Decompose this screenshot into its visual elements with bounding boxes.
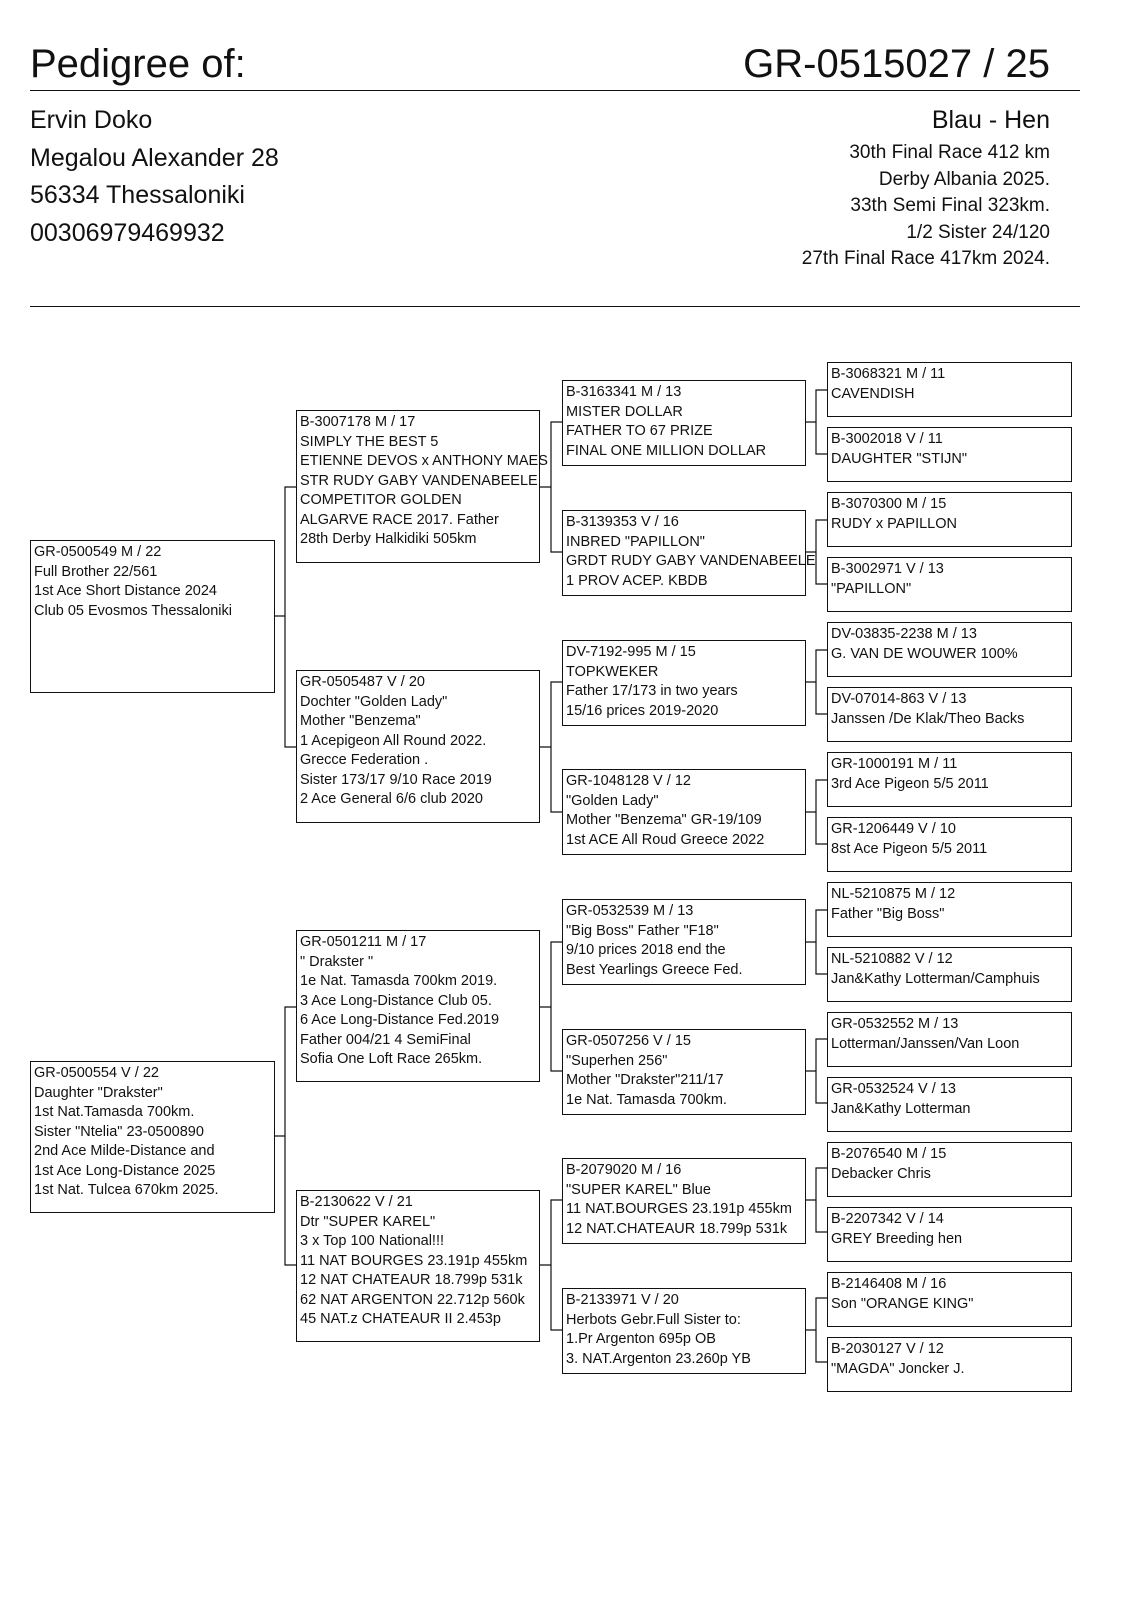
connector-mfm: [816, 1071, 827, 1103]
ancestor-ring: GR-1000191 M / 11: [831, 756, 958, 772]
ancestor-note: 3 x Top 100 National!!!: [300, 1233, 445, 1249]
owner-city: 56334 Thessaloniki: [30, 181, 245, 209]
ancestor-ring: GR-0532524 V / 13: [831, 1081, 956, 1097]
ancestor-note: 15/16 prices 2019-2020: [566, 702, 719, 719]
g4-box: [827, 752, 1072, 807]
connector-mf: [540, 942, 562, 1007]
ancestor-note: Dochter "Golden Lady": [300, 693, 448, 710]
ancestor-note: 1st ACE All Roud Greece 2022: [566, 831, 765, 848]
grandsire-maternal-box: [296, 930, 540, 1082]
connector-mff: [806, 910, 827, 942]
g4-box: [827, 1142, 1072, 1197]
ancestor-note: GREY Breeding hen: [831, 1230, 963, 1247]
ancestor-note: G. VAN DE WOUWER 100%: [831, 645, 1018, 662]
ancestor-note: ETIENNE DEVOS x ANTHONY MAES: [300, 453, 548, 469]
ancestor-note: Dtr "SUPER KAREL": [300, 1213, 436, 1230]
ancestor-ring: GR-0532539 M / 13: [566, 903, 694, 919]
result-line: Derby Albania 2025.: [878, 168, 1050, 190]
ancestor-note: Sofia One Loft Race 265km.: [300, 1051, 483, 1067]
ancestor-note: Father 17/173 in two years: [566, 683, 738, 699]
ancestor-note: Best Yearlings Greece Fed.: [566, 961, 743, 978]
ancestor-note: Sister 173/17 9/10 Race 2019: [300, 771, 492, 788]
ancestor-note: MISTER DOLLAR: [566, 403, 683, 420]
ancestor-note: 3. NAT.Argenton 23.260p YB: [566, 1350, 751, 1367]
dam-note: 1st Ace Long-Distance 2025: [34, 1162, 216, 1179]
g4-box: [827, 1207, 1072, 1262]
ancestor-note: 1e Nat. Tamasda 700km.: [566, 1091, 727, 1108]
g4-box: [827, 1012, 1072, 1067]
g3-box-mfm: [562, 1029, 806, 1115]
dam-ring: GR-0500554 V / 22: [34, 1065, 159, 1081]
g3-box-ffm: [562, 510, 816, 596]
ancestor-note: "Superhen 256": [566, 1052, 668, 1069]
ancestor-note: 9/10 prices 2018 end the: [566, 942, 726, 958]
ancestor-note: Grecce Federation .: [300, 752, 429, 768]
ancestor-note: FATHER TO 67 PRIZE: [566, 423, 713, 439]
ancestor-note: 1e Nat. Tamasda 700km 2019.: [300, 973, 498, 989]
ancestor-note: DAUGHTER "STIJN": [831, 450, 967, 467]
connector-father: [285, 616, 296, 747]
dam-note: Sister "Ntelia" 23-0500890: [34, 1123, 204, 1140]
ancestor-note: " Drakster ": [300, 953, 374, 970]
grandsire-paternal-box: [296, 410, 548, 563]
ancestor-note: "SUPER KAREL" Blue: [566, 1181, 711, 1198]
connector-fmf: [806, 650, 827, 682]
g4-box: [827, 427, 1072, 482]
connector-mmm: [806, 1298, 827, 1330]
dam-note: Daughter "Drakster": [34, 1084, 163, 1101]
connector-mfm: [806, 1039, 827, 1071]
granddam-paternal-box: [296, 670, 540, 823]
result-line: 30th Final Race 412 km: [849, 142, 1050, 163]
ancestor-note: 62 NAT ARGENTON 22.712p 560k: [300, 1291, 525, 1308]
connector-mother: [275, 1007, 296, 1136]
g3-box-mmf: [562, 1158, 806, 1244]
owner-phone: 00306979469932: [30, 218, 225, 247]
ancestor-note: 12 NAT.CHATEAUR 18.799p 531k: [566, 1220, 788, 1237]
ancestor-note: SIMPLY THE BEST 5: [300, 433, 439, 450]
connector-ffm: [806, 520, 827, 552]
ancestor-note: GRDT RUDY GABY VANDENABEELE: [566, 553, 816, 569]
ancestor-ring: B-3070300 M / 15: [831, 496, 947, 512]
sire-note: Full Brother 22/561: [34, 563, 158, 580]
sire-note: 1st Ace Short Distance 2024: [34, 583, 217, 599]
ancestor-note: 11 NAT BOURGES 23.191p 455km: [300, 1252, 528, 1269]
g4-box: [827, 557, 1072, 612]
connector-fff: [806, 390, 827, 422]
ancestor-note: Father "Big Boss": [831, 905, 945, 922]
g4-box: [827, 1272, 1072, 1327]
ancestor-ring: B-3068321 M / 11: [831, 366, 946, 382]
sire-note: Club 05 Evosmos Thessaloniki: [34, 602, 232, 619]
g4-box: [827, 362, 1072, 417]
dam-note: 2nd Ace Milde-Distance and: [34, 1143, 215, 1159]
connector-fmf: [816, 682, 827, 714]
ancestor-note: Debacker Chris: [831, 1165, 931, 1182]
connector-father: [275, 487, 296, 616]
ancestor-note: 11 NAT.BOURGES 23.191p 455km: [566, 1201, 792, 1217]
g4-box: [827, 1337, 1072, 1392]
ancestor-note: Son "ORANGE KING": [831, 1295, 974, 1312]
g4-box: [827, 1077, 1072, 1132]
ancestor-note: INBRED "PAPILLON": [566, 533, 705, 550]
page-title: Pedigree of:: [30, 42, 246, 86]
ancestor-note: Father 004/21 4 SemiFinal: [300, 1031, 471, 1048]
ancestor-note: Mother "Benzema": [300, 713, 421, 729]
connector-mmf: [816, 1200, 827, 1232]
g3-box-fff: [562, 380, 806, 466]
result-line: 33th Semi Final 323km.: [850, 195, 1050, 216]
ancestor-ring: DV-7192-995 M / 15: [566, 644, 696, 660]
ancestor-note: 2 Ace General 6/6 club 2020: [300, 791, 483, 807]
connector-fm: [540, 682, 562, 747]
ancestor-note: Mother "Drakster"211/17: [566, 1072, 724, 1088]
dam-note: 1st Nat. Tulcea 670km 2025.: [34, 1182, 219, 1198]
g3-box-fmm: [562, 769, 806, 855]
ancestor-ring: B-2076540 M / 15: [831, 1146, 947, 1162]
g4-box: [827, 687, 1072, 742]
g4-box: [827, 492, 1072, 547]
connector-fff: [816, 422, 827, 454]
g3-box-fmf: [562, 640, 806, 726]
connector-fm: [551, 747, 562, 812]
granddam-maternal-box: [296, 1190, 540, 1342]
ancestor-ring: B-2079020 M / 16: [566, 1162, 682, 1178]
connector-mff: [816, 942, 827, 974]
ancestor-ring: NL-5210882 V / 12: [831, 951, 953, 967]
ancestor-note: 1 PROV ACEP. KBDB: [566, 572, 708, 589]
g4-box: [827, 947, 1072, 1002]
ancestor-note: 3 Ace Long-Distance Club 05.: [300, 992, 492, 1009]
g3-box-mmm: [562, 1288, 806, 1374]
ancestor-note: Jan&Kathy Lotterman: [831, 1100, 971, 1117]
ancestor-note: 12 NAT CHATEAUR 18.799p 531k: [300, 1272, 523, 1288]
ancestor-ring: GR-0532552 M / 13: [831, 1016, 959, 1032]
connector-mm: [540, 1200, 562, 1265]
ancestor-note: ALGARVE RACE 2017. Father: [300, 511, 499, 528]
sire-ring: GR-0500549 M / 22: [34, 544, 162, 560]
ancestor-ring: GR-0507256 V / 15: [566, 1033, 691, 1049]
owner-address: Megalou Alexander 28: [30, 143, 279, 172]
ancestor-note: FINAL ONE MILLION DOLLAR: [566, 442, 767, 459]
ancestor-note: STR RUDY GABY VANDENABEELE: [300, 472, 538, 489]
ancestor-note: 45 NAT.z CHATEAUR II 2.453p: [300, 1311, 501, 1327]
ancestor-ring: B-2207342 V / 14: [831, 1211, 944, 1227]
connector-ff: [551, 487, 562, 552]
ancestor-note: TOPKWEKER: [566, 663, 659, 680]
connector-mmf: [806, 1168, 827, 1200]
ancestor-note: Mother "Benzema" GR-19/109: [566, 812, 762, 828]
g4-box: [827, 817, 1072, 872]
ancestor-ring: B-2030127 V / 12: [831, 1341, 944, 1357]
ancestor-ring: B-3002971 V / 13: [831, 561, 944, 577]
connector-mother: [285, 1136, 296, 1265]
ancestor-note: "Golden Lady": [566, 792, 659, 809]
ancestor-ring: DV-07014-863 V / 13: [831, 691, 967, 707]
g4-box: [827, 882, 1072, 937]
dam-note: 1st Nat.Tamasda 700km.: [34, 1104, 195, 1120]
ancestor-ring: B-3163341 M / 13: [566, 384, 682, 400]
ring-number: GR-0515027 / 25: [743, 42, 1050, 86]
ancestor-note: "Big Boss" Father "F18": [566, 922, 719, 939]
owner-name: Ervin Doko: [30, 106, 153, 134]
ancestor-note: 6 Ace Long-Distance Fed.2019: [300, 1012, 500, 1028]
ancestor-note: 3rd Ace Pigeon 5/5 2011: [831, 775, 989, 792]
ancestor-ring: B-3002018 V / 11: [831, 431, 943, 447]
ancestor-ring: B-2133971 V / 20: [566, 1292, 679, 1308]
result-line: 1/2 Sister 24/120: [906, 221, 1050, 243]
ancestor-note: Herbots Gebr.Full Sister to:: [566, 1311, 741, 1328]
sire-box: [30, 540, 275, 693]
ancestor-note: 1.Pr Argenton 695p OB: [566, 1331, 716, 1347]
ancestor-ring: B-3139353 V / 16: [566, 514, 679, 530]
ancestor-note: COMPETITOR GOLDEN: [300, 492, 462, 508]
ancestor-ring: GR-0501211 M / 17: [300, 934, 427, 950]
dam-box: [30, 1061, 275, 1213]
color-sex: Blau - Hen: [931, 106, 1050, 134]
ancestor-note: 8st Ace Pigeon 5/5 2011: [831, 840, 988, 857]
g3-box-mff: [562, 899, 806, 985]
ancestor-ring: B-2146408 M / 16: [831, 1276, 947, 1292]
ancestor-ring: DV-03835-2238 M / 13: [831, 626, 977, 642]
ancestor-note: "MAGDA" Joncker J.: [831, 1360, 965, 1377]
connector-fmm: [816, 812, 827, 844]
ancestor-note: Jan&Kathy Lotterman/Camphuis: [831, 970, 1040, 987]
ancestor-note: RUDY x PAPILLON: [831, 515, 957, 532]
g4-box: [827, 622, 1072, 677]
ancestor-note: 28th Derby Halkidiki 505km: [300, 531, 477, 547]
result-line: 27th Final Race 417km 2024.: [801, 248, 1050, 269]
ancestor-note: 1 Acepigeon All Round 2022.: [300, 732, 487, 749]
ancestor-ring: NL-5210875 M / 12: [831, 886, 956, 902]
ancestor-ring: B-2130622 V / 21: [300, 1194, 413, 1210]
connector-ffm: [816, 552, 827, 584]
ancestor-ring: GR-1048128 V / 12: [566, 773, 691, 789]
ancestor-note: Lotterman/Janssen/Van Loon: [831, 1035, 1020, 1052]
connector-mm: [551, 1265, 562, 1330]
ancestor-ring: GR-1206449 V / 10: [831, 821, 956, 837]
ancestor-note: CAVENDISH: [831, 385, 915, 402]
ancestor-ring: GR-0505487 V / 20: [300, 674, 425, 690]
ancestor-note: "PAPILLON": [831, 580, 912, 597]
connector-fmm: [806, 780, 827, 812]
connector-mmm: [816, 1330, 827, 1362]
ancestor-ring: B-3007178 M / 17: [300, 414, 416, 430]
connector-mf: [551, 1007, 562, 1071]
ancestor-note: Janssen /De Klak/Theo Backs: [831, 710, 1025, 727]
